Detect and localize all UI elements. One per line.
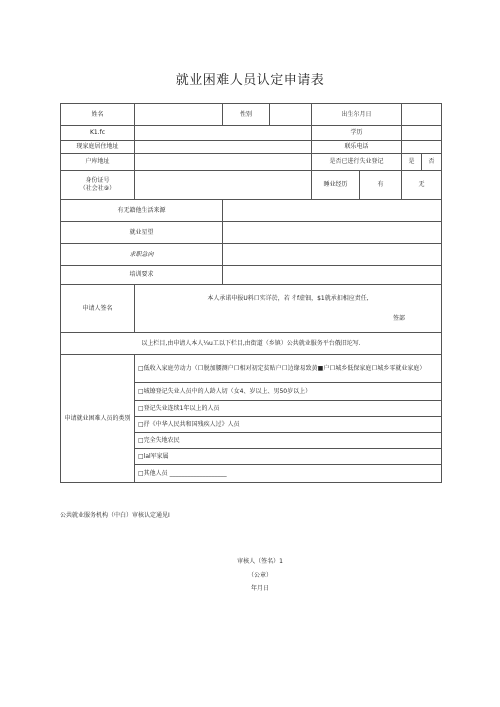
employment-wish-label: 就业星望	[61, 222, 223, 244]
job-intention-label: 求职急向	[61, 244, 223, 266]
education-field[interactable]	[402, 126, 442, 141]
category-option-military-family[interactable]: □lal军家属	[135, 449, 442, 465]
category-option-disabled[interactable]: □抒《中华人民共和国残疾人过》人员	[135, 417, 442, 433]
form-title: 就业困难人员认定申请表	[175, 73, 325, 88]
gender-field[interactable]	[270, 104, 312, 126]
registered-address-field[interactable]	[135, 154, 312, 171]
category-option-other[interactable]: □其他人员 ___________________	[135, 465, 442, 483]
gender-label: 性别	[223, 104, 270, 126]
name-label: 姓名	[61, 104, 135, 126]
applicant-signature-cell[interactable]	[135, 285, 442, 333]
phone-label: 联乐电话	[312, 141, 402, 154]
application-form-table	[60, 103, 442, 483]
id-number-field[interactable]	[135, 171, 312, 200]
official-seal-label: （公章）	[247, 572, 272, 579]
job-intention-field[interactable]	[223, 244, 442, 266]
birthdate-label: 出生尔月日	[312, 104, 402, 126]
category-label: 申请就业困难人员的类别	[61, 355, 135, 483]
category-option-long-term-unemployed[interactable]: □登记失业连续1年以上的人员	[135, 401, 442, 417]
category-option-low-income[interactable]: □低收入家庭劳动力（口脱加腰测户口相对初定贫贴户口边缘易致黄■户口城乡低保家庭口城乡零就业家庭）	[135, 355, 442, 383]
id-number-label-line2: （社会社⑨）	[79, 185, 116, 192]
category-option-landless-farmer[interactable]: □完全失地农民	[135, 433, 442, 449]
work-experience-label: 睡业经历	[312, 171, 360, 200]
work-experience-no-option[interactable]: 无	[402, 171, 442, 200]
registered-address-label: 户库地址	[61, 154, 135, 171]
name-field[interactable]	[135, 104, 223, 126]
ethnicity-label: K1.fc	[61, 126, 135, 141]
yes-no-cell	[402, 154, 442, 171]
review-opinion-label: 公共就业服务机构（中白）审核认定通见I	[60, 512, 170, 519]
id-number-label-line1: 身份证号	[85, 177, 110, 184]
unemployment-yes-option[interactable]: 是	[402, 154, 422, 170]
birthdate-field[interactable]	[402, 104, 442, 126]
category-option-older-unemployed[interactable]: □城镣登记失业人员中的人龄人切（女4、岁以上、男50岁以上）	[135, 383, 442, 401]
ethnicity-field[interactable]	[135, 126, 312, 141]
reviewer-signature-label: 审核人（签名）1	[237, 558, 283, 565]
home-address-field[interactable]	[135, 141, 312, 154]
education-label: 学历	[312, 126, 402, 141]
other-income-field[interactable]	[223, 200, 442, 222]
phone-field[interactable]	[402, 141, 442, 154]
review-date-label: 年月日	[250, 585, 269, 592]
training-request-label: 培训要求	[61, 266, 223, 285]
unemployment-no-option[interactable]: 否	[428, 158, 435, 165]
id-number-label	[61, 171, 135, 200]
applicant-signature-label: 申请人签名	[61, 285, 135, 333]
home-address-label: 现家庭居住地址	[61, 141, 135, 154]
signature-caption: 签部	[393, 314, 406, 322]
training-request-field[interactable]	[223, 266, 442, 285]
fill-in-note: 以上栏目,由申请人本人¼u工以下栏目,由街道（乡镇）公共就业服务平台俄旧坨写.	[61, 333, 442, 355]
work-experience-yes-option[interactable]: 有	[360, 171, 402, 200]
unemployment-registered-label: 是否已进行失业登记	[312, 154, 402, 171]
other-income-label: 有无籍他生活来源	[61, 200, 223, 222]
employment-wish-field[interactable]	[223, 222, 442, 244]
applicant-promise-text: 本人承诺申报U料口实详於，若 彳f虚钿，$1就承扣相应责任,	[207, 294, 369, 302]
